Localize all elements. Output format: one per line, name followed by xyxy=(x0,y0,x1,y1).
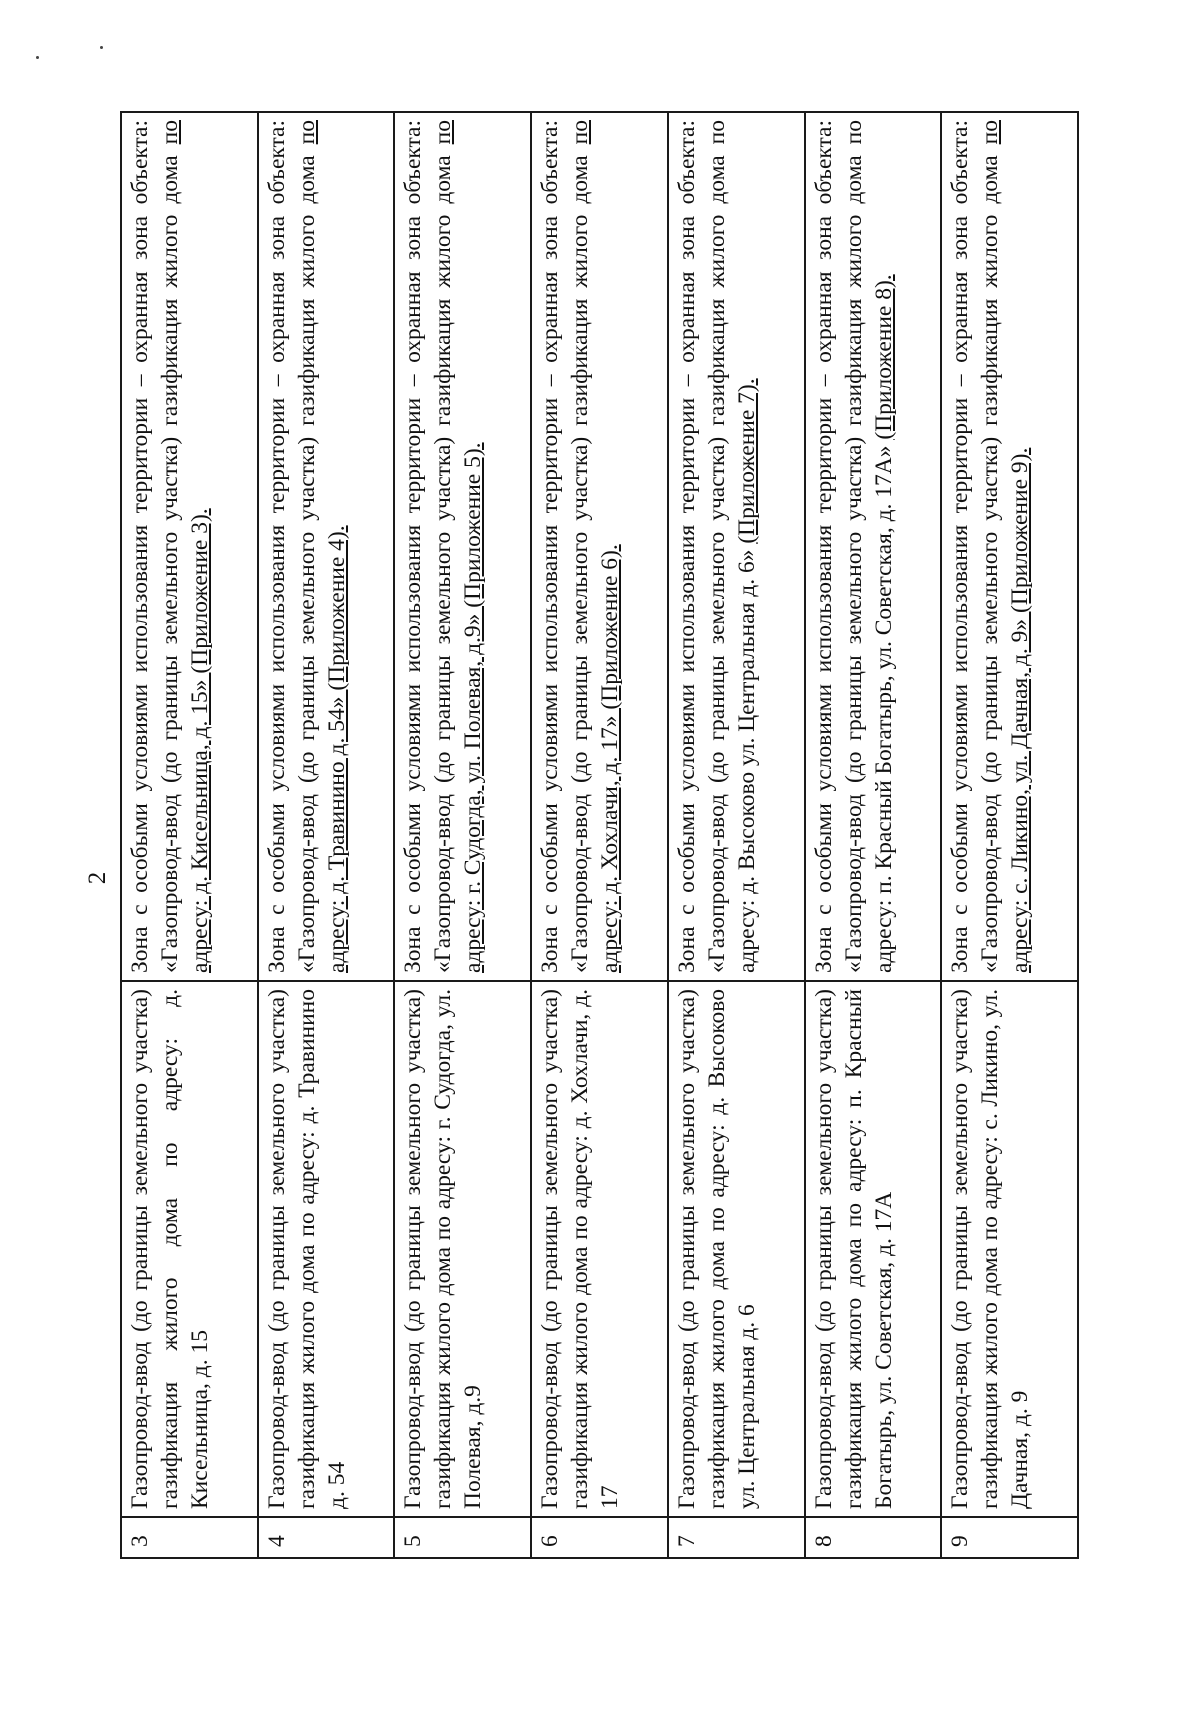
zone-text: Зона с особыми условиями использования территории – охранная зона объекта: «Газопровод-ввод (до границы земельного участка) газификация жилого дома по адресу: д. Высоково ул. Центральная д. 6» xyxy=(673,120,760,973)
object-name-cell: Газопровод-ввод (до границы земельного участка) газификация жилого дома по адресу: д. Высоково ул. Центральная д. 6 xyxy=(668,981,805,1517)
zone-address-appendix: (Приложение 7). xyxy=(733,378,760,544)
zone-text: Зона с особыми условиями использования территории – охранная зона объекта: «Газопровод-ввод (до границы земельного участка) газификация жилого дома xyxy=(263,120,320,973)
page-number: 2 xyxy=(84,871,111,885)
row-number: 6 xyxy=(531,1517,668,1558)
table-row xyxy=(394,112,531,1558)
zone-description-cell xyxy=(121,112,258,981)
object-name-cell: Газопровод-ввод (до границы земельного участка) газификация жилого дома по адресу: с. Ликино, ул. Дачная, д. 9 xyxy=(941,981,1078,1517)
zone-address-appendix: по адресу: д. Кисельница, д. 15» (Приложение 3). xyxy=(157,120,213,973)
row-number: 9 xyxy=(941,1517,1078,1558)
zone-text: Зона с особыми условиями использования территории – охранная зона объекта: «Газопровод-ввод (до границы земельного участка) газификация жилого дома xyxy=(947,120,1004,973)
table-row xyxy=(258,112,395,1558)
scan-speck xyxy=(36,56,39,59)
zone-address-appendix: по адресу: д. Хохлачи, д. 17» (Приложение 6). xyxy=(567,120,624,973)
table-row xyxy=(121,112,258,1558)
document-table-frame xyxy=(120,111,1079,1559)
object-name-cell: Газопровод-ввод (до границы земельного участка) газификация жилого дома по адресу: д. Травинино д. 54 xyxy=(258,981,395,1517)
object-name-cell: Газопровод-ввод (до границы земельного участка) газификация жилого дома по адресу: д. Кисельница, д. 15 xyxy=(121,981,258,1517)
zone-address-appendix: (Приложение 8). xyxy=(870,274,897,440)
zone-description-cell xyxy=(941,112,1078,981)
row-number: 5 xyxy=(394,1517,531,1558)
row-number: 8 xyxy=(805,1517,942,1558)
table-row xyxy=(668,112,805,1558)
zone-address-appendix: по адресу: д. Травинино д. 54» (Приложение 4). xyxy=(293,120,350,973)
zone-text: Зона с особыми условиями использования территории – охранная зона объекта: «Газопровод-ввод (до границы земельного участка) газификация жилого дома xyxy=(537,120,594,973)
zone-text: Зона с особыми условиями использования территории – охранная зона объекта: «Газопровод-ввод (до границы земельного участка) газификация жилого дома xyxy=(127,120,183,973)
object-name-cell: Газопровод-ввод (до границы земельного участка) газификация жилого дома по адресу: д. Хохлачи, д. 17 xyxy=(531,981,668,1517)
row-number: 4 xyxy=(258,1517,395,1558)
table-row xyxy=(805,112,942,1558)
zones-table xyxy=(120,111,1079,1559)
zone-address-appendix: по адресу: с. Ликино, ул. Дачная, д. 9» (Приложение 9). xyxy=(977,120,1034,973)
object-name-cell: Газопровод-ввод (до границы земельного участка) газификация жилого дома по адресу: п. Красный Богатырь, ул. Советская, д. 17А xyxy=(805,981,942,1517)
zone-text: Зона с особыми условиями использования территории – охранная зона объекта: «Газопровод-ввод (до границы земельного участка) газификация жилого дома по адресу: п. Красный Богатырь, ул. Советская, д. 17А» xyxy=(810,120,897,973)
zone-description-cell xyxy=(394,112,531,981)
row-number: 3 xyxy=(121,1517,258,1558)
zone-description-cell xyxy=(258,112,395,981)
object-name-cell: Газопровод-ввод (до границы земельного участка) газификация жилого дома по адресу: г. Судогда, ул. Полевая, д.9 xyxy=(394,981,531,1517)
zone-description-cell xyxy=(805,112,942,981)
table-row xyxy=(531,112,668,1558)
zone-text: Зона с особыми условиями использования территории – охранная зона объекта: «Газопровод-ввод (до границы земельного участка) газификация жилого дома xyxy=(400,120,457,973)
zone-description-cell xyxy=(668,112,805,981)
zone-address-appendix: по адресу: г. Судогда, ул. Полевая, д.9» (Приложение 5). xyxy=(430,120,487,973)
zone-description-cell xyxy=(531,112,668,981)
row-number: 7 xyxy=(668,1517,805,1558)
scan-speck xyxy=(100,46,103,49)
table-row xyxy=(941,112,1078,1558)
